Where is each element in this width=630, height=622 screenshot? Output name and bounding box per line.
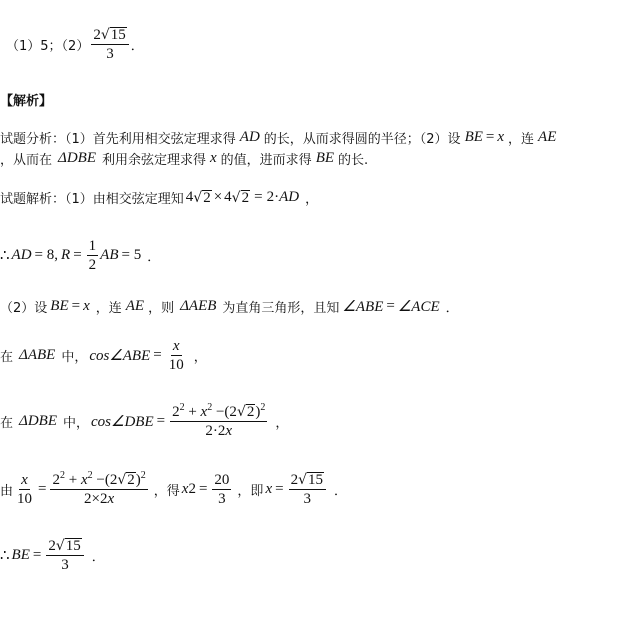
sqrt-symbol: √ 2 [117,472,135,488]
sqrt-symbol: √ 15 [100,27,126,43]
answer-fraction: 2 √ 15 3 [91,26,128,62]
fraction-one-half: $\frac{1}{2}$ [88,238,97,273]
fraction-result: 2 √ 15 3 [46,537,83,573]
fraction-20-over-3: $\frac{20}{3}$ [214,471,230,507]
answer-text: （1）5；（2） [6,38,90,54]
sqrt-symbol: √ 15 [298,472,323,488]
sqrt-symbol: √ 2 [236,404,255,420]
solution-line-7: ∴ BE = 2 √ 15 3 ． [0,538,105,573]
fraction-cosine-rule: $2^2 + x^2 -(2$ √ 2 )$^2$ 2·2x [172,402,266,439]
sqrt-symbol: √ 2 [231,190,250,206]
answer-line: （1）5；（2） 2 √ 15 3 ． [6,27,144,62]
sqrt-symbol: √ 15 [55,538,81,554]
fraction-x-over-10: $\frac{x}{10}$ [17,471,33,507]
analysis-line-1: 试题分析：（1）首先利用相交弦定理求得 AD 的长，从而求得圆的半径；（2）设 BE = x ，连 AE [0,129,557,147]
sqrt-symbol: √ 2 [193,190,211,206]
fraction-cosine-rule: $2^2 + x^2 -(2$ √ 2 )$^2$ 2×2x [52,470,146,507]
analysis-heading: 【解析】 [0,94,53,109]
solution-line-6: 由 $\frac{x}{10}$ = $2^2 + x^2 -(2$ √ 2 )$^2$ 2×2x ，得 x 2 = $\frac{20}{3}$ ，即 x = 2 √ 15 3 ． [0,470,348,507]
solution-line-4: 在 ΔABE 中， cos∠ABE = $\frac{x}{10}$ ， [0,338,207,373]
solution-line-5: 在 ΔDBE 中， cos∠DBE = $2^2 + x^2 -(2$ √ 2 )$^2$ 2·2x ， [0,402,289,439]
analysis-line-2: ，从而在 ΔDBE 利用余弦定理求得 x 的值，进而求得 BE 的长. [0,150,369,168]
fraction-x-over-10: $\frac{x}{10}$ [168,338,184,373]
solution-line-2: ∴ AD = 8, R = $\frac{1}{2}$ AB = 5 ． [0,238,161,273]
solution-line-3: （2）设 BE = x ，连 AE ，则 ΔAEB 为直角三角形，且知 ∠ABE = ∠ACE ． [0,298,459,316]
fraction-result: 2 √ 15 3 [289,471,326,507]
solution-line-1: 试题解析：（1）由相交弦定理知 4 √ 2 × 4 √ 2 = 2· AD ， [0,189,319,207]
